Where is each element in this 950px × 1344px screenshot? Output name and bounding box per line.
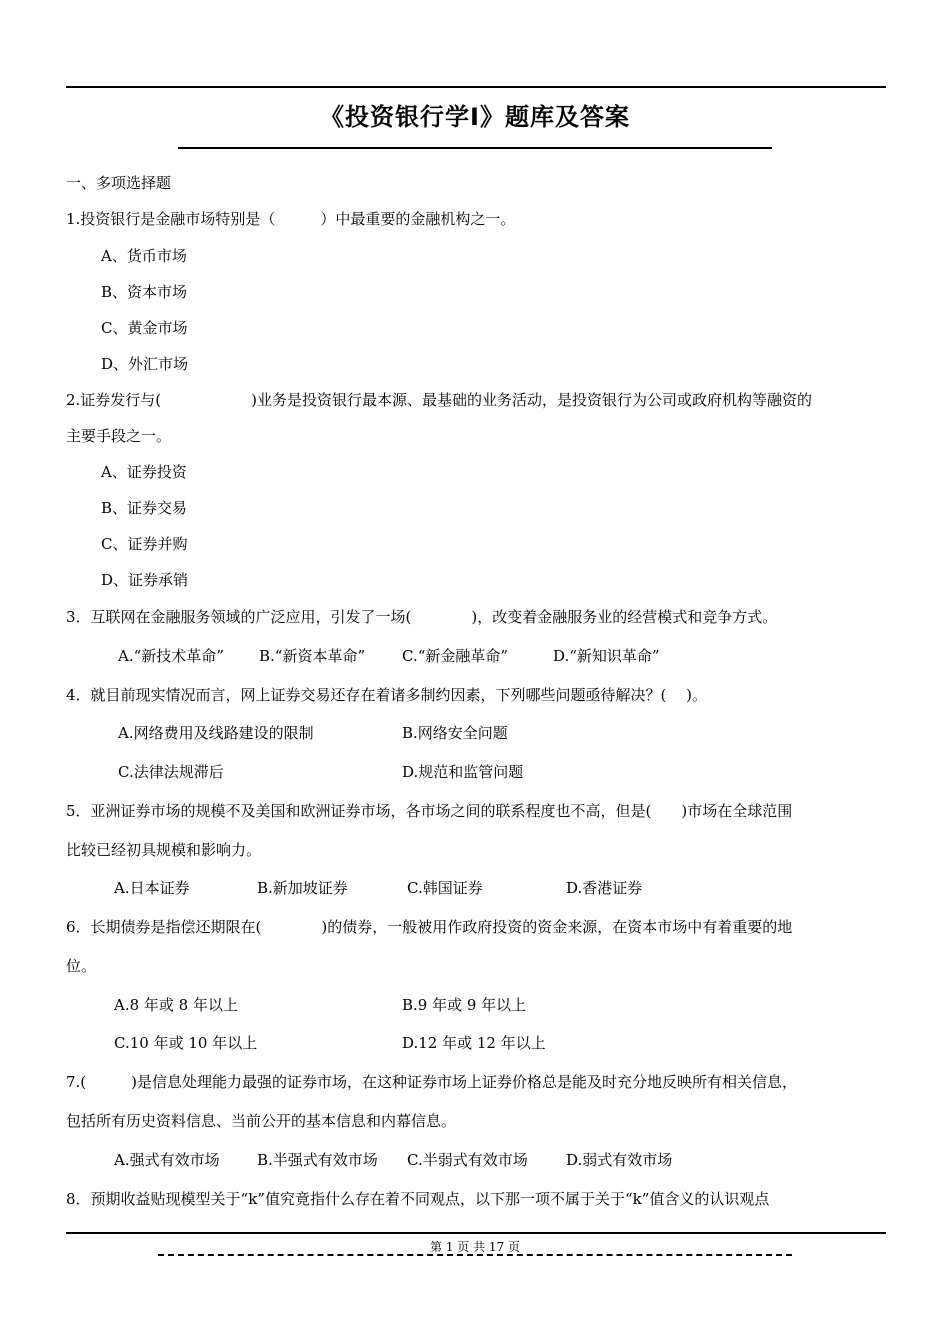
question-6-option-c: C.10 年或 10 年以上 — [114, 1034, 258, 1052]
question-2-text-line-2: 主要手段之一。 — [66, 427, 172, 445]
question-7-option-a: A.强式有效市场 — [114, 1151, 220, 1169]
question-6-text-line-2: 位。 — [66, 957, 97, 975]
question-7-text-line-1: 7.( )是信息处理能力最强的证券市场，在这种证券市场上证券价格总是能及时充分地反映所有相关信息， — [66, 1073, 798, 1091]
question-5-option-d: D.香港证券 — [566, 879, 643, 897]
question-4-option-b: B.网络安全问题 — [402, 724, 508, 742]
question-7-option-d: D.弱式有效市场 — [566, 1151, 673, 1169]
question-3-option-d: D.“新知识革命” — [553, 647, 660, 665]
question-5-text-line-2: 比较已经初具规模和影响力。 — [66, 841, 262, 859]
question-2-text-line-1: 2.证券发行与( )业务是投资银行最本源、最基础的业务活动，是投资银行为公司或政府机构等融资的 — [66, 391, 813, 409]
question-5-option-c: C.韩国证券 — [407, 879, 483, 897]
document-title: 《投资银行学Ⅰ》题库及答案 — [320, 103, 630, 131]
question-2-option-d: D、证券承销 — [101, 571, 189, 589]
footer-dashed-rule — [158, 1254, 792, 1256]
question-1-option-b: B、资本市场 — [101, 283, 188, 301]
question-6-option-b: B.9 年或 9 年以上 — [402, 996, 527, 1014]
header-rule — [66, 86, 886, 88]
section-heading: 一、多项选择题 — [66, 174, 172, 192]
question-7-option-c: C.半弱式有效市场 — [407, 1151, 528, 1169]
question-2-option-c: C、证券并购 — [101, 535, 188, 553]
question-5-text-line-1: 5．亚洲证券市场的规模不及美国和欧洲证券市场，各市场之间的联系程度也不高，但是( )市场在全球范围 — [66, 802, 793, 820]
question-1-option-d: D、外汇市场 — [101, 355, 189, 373]
question-4-text: 4．就目前现实情况而言，网上证券交易还存在着诸多制约因素，下列哪些问题亟待解决？( )。 — [66, 686, 708, 704]
question-2-option-b: B、证券交易 — [101, 499, 188, 517]
question-1-option-c: C、黄金市场 — [101, 319, 188, 337]
question-6-option-a: A.8 年或 8 年以上 — [114, 996, 238, 1014]
page-number: 第 1 页 共 17 页 — [430, 1240, 520, 1254]
question-3-option-b: B.“新资本革命” — [259, 647, 366, 665]
question-4-option-a: A.网络费用及线路建设的限制 — [118, 724, 314, 742]
question-2-option-a: A、证券投资 — [101, 463, 187, 481]
question-3-option-a: A.“新技术革命” — [118, 647, 224, 665]
question-4-option-d: D.规范和监管问题 — [402, 763, 524, 781]
title-underline — [178, 147, 772, 149]
question-7-option-b: B.半强式有效市场 — [257, 1151, 378, 1169]
question-1-option-a: A、货币市场 — [101, 247, 187, 265]
question-6-text-line-1: 6．长期债券是指偿还期限在( )的债券，一般被用作政府投资的资金来源，在资本市场中有着重要的地 — [66, 918, 793, 936]
question-3-text: 3．互联网在金融服务领域的广泛应用，引发了一场( )，改变着金融服务业的经营模式和竞争方式。 — [66, 608, 778, 626]
question-1-text: 1.投资银行是金融市场特别是（ ）中最重要的金融机构之一。 — [66, 210, 516, 228]
footer-rule — [66, 1232, 886, 1234]
question-8-text: 8．预期收益贴现模型关于“k”值究竟指什么存在着不同观点，以下那一项不属于关于“k”值含义的认识观点 — [66, 1190, 770, 1208]
question-6-option-d: D.12 年或 12 年以上 — [402, 1034, 546, 1052]
question-5-option-a: A.日本证券 — [114, 879, 190, 897]
question-3-option-c: C.“新金融革命” — [402, 647, 509, 665]
question-7-text-line-2: 包括所有历史资料信息、当前公开的基本信息和内幕信息。 — [66, 1112, 457, 1130]
question-4-option-c: C.法律法规滞后 — [118, 763, 224, 781]
question-5-option-b: B.新加坡证券 — [257, 879, 348, 897]
